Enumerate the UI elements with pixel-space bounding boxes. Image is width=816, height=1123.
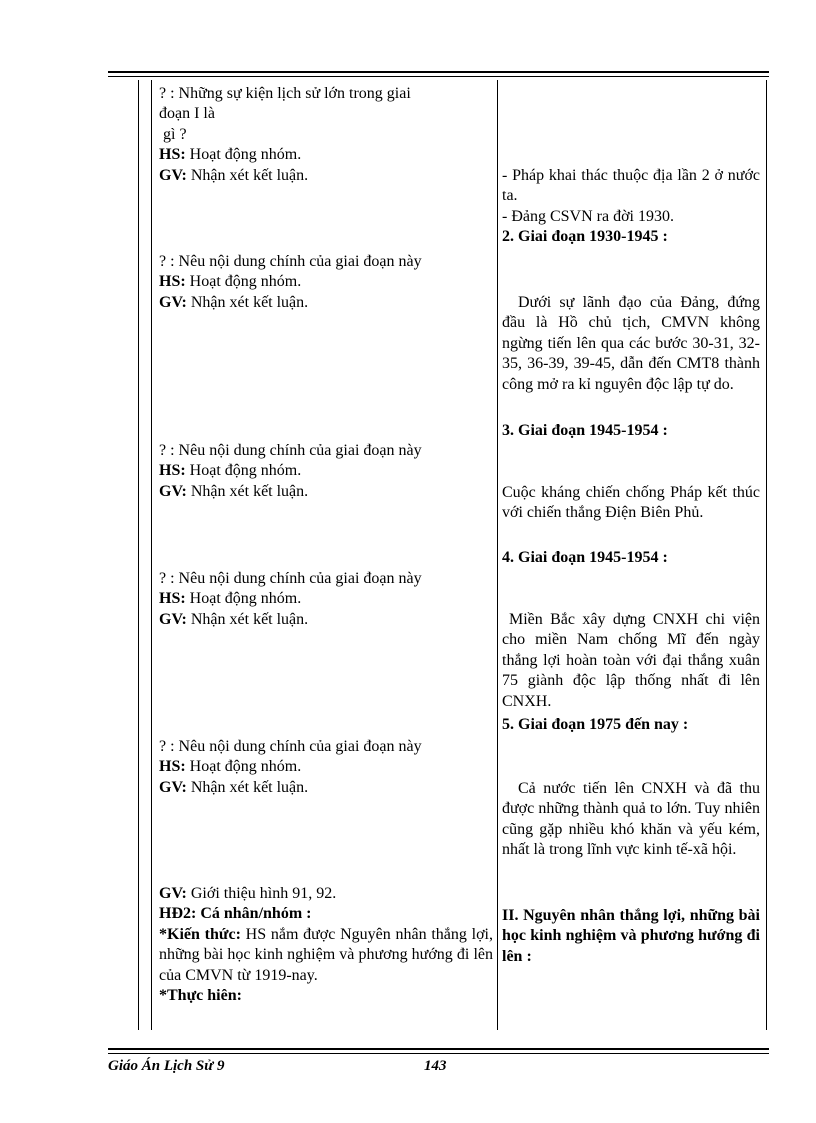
page-number: 143 <box>424 1058 447 1074</box>
gv-line: GV: Nhận xét kết luận. <box>159 482 309 500</box>
period-2-text: Dưới sự lãnh đạo của Đảng, đứng đầu là Hồ chủ tịch, CMVN không ngừng tiến lên qua các bước 30-31, 32-35, 36-39, 39-45, dẫn đến CMT8 thành công mở ra kỉ nguyên độc lập tự do. <box>502 294 760 393</box>
header-rule-thick <box>108 71 769 73</box>
period-1-notes <box>502 166 760 248</box>
period-3-heading: 3. Giai đoạn 1945-1954 : <box>502 422 668 439</box>
question-line: ? : Nêu nội dung chính của giai đoạn này <box>159 442 422 459</box>
activity-2-heading: HĐ2: Cá nhân/nhóm : <box>159 905 312 923</box>
question-line: ? : Nêu nội dung chính của giai đoạn này <box>159 738 422 755</box>
table-border-outer-left <box>138 80 139 1030</box>
question-1-line-3: gì ? <box>159 125 187 143</box>
question-4 <box>159 569 493 630</box>
question-line: ? : Nêu nội dung chính của giai đoạn này <box>159 253 422 270</box>
question-1-line-2: đoạn I là <box>159 105 215 123</box>
hs-line: HS: Hoạt động nhóm. <box>159 273 302 291</box>
thuchien-heading: *Thực hiên: <box>159 987 242 1005</box>
period-5-text: Cả nước tiến lên CNXH và đã thu được những thành quả to lớn. Tuy nhiên cũng gặp nhiều khó khăn và yếu kém, nhất là trong lĩnh vực kinh tế-xã hội. <box>502 780 760 859</box>
period-4-text: Miền Bắc xây dựng CNXH chi viện cho miền Nam chống Mĩ đến ngày thắng lợi hoàn toàn với đại thắng xuân 75 giành độc lập thống nhất đi lên CNXH. <box>502 611 760 710</box>
gv-intro-line: GV: Giới thiệu hình 91, 92. <box>159 885 337 902</box>
period-4-heading: 4. Giai đoạn 1945-1954 : <box>502 549 668 566</box>
period-2-heading: 2. Giai đoạn 1930-1945 : <box>502 228 668 246</box>
hs-line: HS: Hoạt động nhóm. <box>159 758 302 776</box>
header-rule-thin <box>108 76 769 77</box>
note-french-exploitation: - Pháp khai thác thuộc địa lần 2 ở nước ta. <box>502 167 760 205</box>
footer-rule-thick <box>108 1048 769 1050</box>
note-party-founding: - Đảng CSVN ra đời 1930. <box>502 207 674 225</box>
section-2-heading: II. Nguyên nhân thắng lợi, những bài học kinh nghiệm và phương hướng đi lên : <box>502 907 760 965</box>
question-1-line-1: ? : Những sự kiện lịch sử lớn trong giai <box>159 85 411 102</box>
table-border-right <box>766 80 767 1030</box>
question-5 <box>159 737 493 798</box>
hs-line: HS: Hoạt động nhóm. <box>159 146 302 164</box>
kienthuc-paragraph: *Kiến thức: HS nắm được Nguyên nhân thắng lợi, những bài học kinh nghiệm và phương hướng đi lên của CMVN từ 1919-nay. <box>159 925 494 984</box>
question-line: ? : Nêu nội dung chính của giai đoạn này <box>159 570 422 587</box>
hs-line: HS: Hoạt động nhóm. <box>159 590 302 608</box>
table-column-divider <box>497 80 498 1030</box>
gv-line: GV: Nhận xét kết luận. <box>159 610 309 628</box>
question-1 <box>159 84 493 186</box>
gv-line: GV: Nhận xét kết luận. <box>159 166 309 184</box>
table-border-inner-left <box>151 80 152 1030</box>
gv-line: GV: Nhận xét kết luận. <box>159 778 309 796</box>
footer-title: Giáo Án Lịch Sử 9 <box>108 1058 225 1074</box>
question-3 <box>159 441 493 502</box>
footer-rule-thin <box>108 1053 769 1054</box>
hs-line: HS: Hoạt động nhóm. <box>159 462 302 480</box>
gv-line: GV: Nhận xét kết luận. <box>159 293 309 311</box>
period-5-heading: 5. Giai đoạn 1975 đến nay : <box>502 716 689 733</box>
question-2 <box>159 252 493 313</box>
activity-2-block <box>159 884 493 1006</box>
period-3-text: Cuộc kháng chiến chống Pháp kết thúc với chiến thắng Điện Biên Phủ. <box>502 484 760 522</box>
